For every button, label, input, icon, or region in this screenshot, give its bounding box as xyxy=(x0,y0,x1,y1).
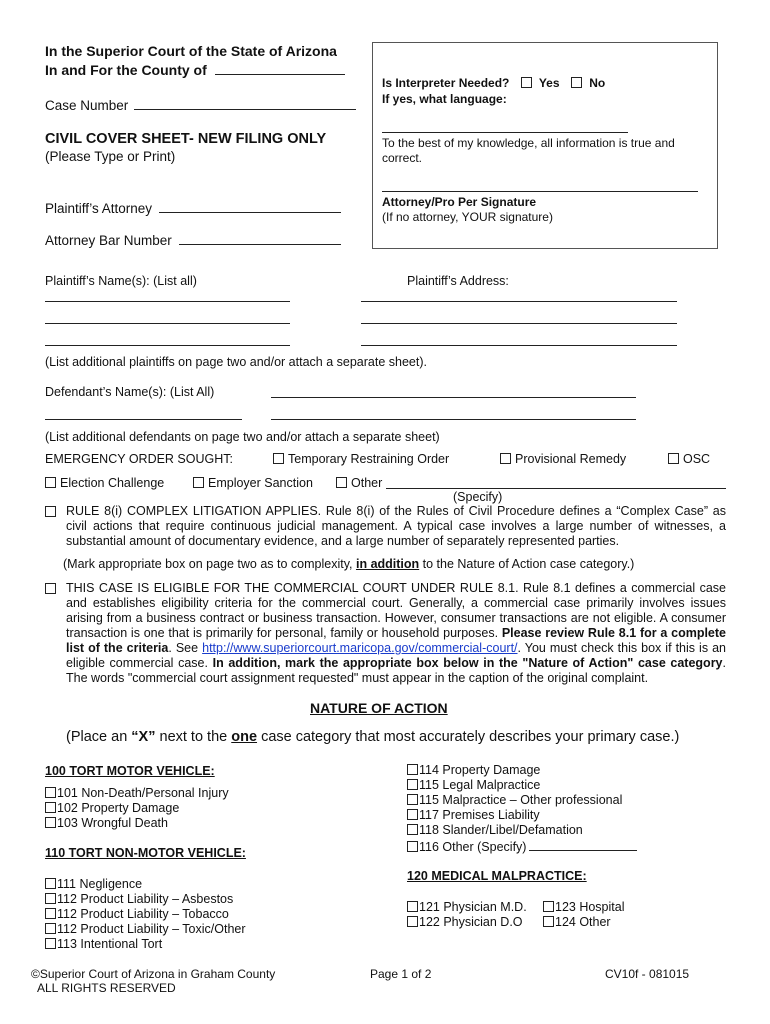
signature-note: (If no attorney, YOUR signature) xyxy=(382,210,553,224)
list-item[interactable] xyxy=(45,907,246,922)
rule8-text: RULE 8(i) COMPLEX LITIGATION APPLIES. Rule 8(i) of the Rules of Civil Procedure defines a “Complex Case” as civil actions that require continuous judicial management. A typical case involves a large number of witnesses, a substantial amount of documentary evidence, and a large number of separately represented parties. xyxy=(66,504,726,548)
list-item[interactable] xyxy=(407,778,637,793)
case-type-label: 101 Non-Death/Personal Injury xyxy=(57,786,229,800)
osc-option[interactable] xyxy=(668,452,710,466)
case-type-checkbox[interactable] xyxy=(407,764,418,775)
employer-label: Employer Sanction xyxy=(208,476,313,490)
court-title-line1: In the Superior Court of the State of Arizona xyxy=(45,43,337,59)
category-right-list xyxy=(407,763,637,853)
case-type-checkbox[interactable] xyxy=(45,787,56,798)
case-type-label: 115 Legal Malpractice xyxy=(419,778,541,792)
instr-one: one xyxy=(231,729,258,745)
provisional-option[interactable] xyxy=(500,452,626,466)
case-type-checkbox[interactable] xyxy=(45,908,56,919)
category-120-list-b xyxy=(543,900,625,930)
case-type-checkbox[interactable] xyxy=(407,841,418,852)
defendant-name-field[interactable] xyxy=(45,419,242,420)
plaintiff-attorney-field[interactable] xyxy=(159,200,341,213)
election-option[interactable] xyxy=(45,476,164,490)
commercial-bold1: Please review Rule 8.1 for a complete list of the criteria xyxy=(66,626,726,655)
interpreter-yes-label: Yes xyxy=(538,76,560,90)
footer-copyright: ©Superior Court of Arizona in Graham County xyxy=(31,967,276,981)
list-item[interactable] xyxy=(407,838,637,853)
nature-instructions xyxy=(66,729,679,745)
list-item[interactable] xyxy=(407,808,637,823)
commercial-part1: THIS CASE IS ELIGIBLE FOR THE COMMERCIAL COURT UNDER RULE 8.1. Rule 8.1 defines a commercial case and establishes eligibility criteria for the commercial court. Generally, a commercial case primarily involves issues arising from a business contract or business transaction. However, consumer transactions are not eligible. A consumer transaction is one that is primarily for personal, family or household purposes. xyxy=(66,581,726,640)
interpreter-yes-checkbox[interactable] xyxy=(521,77,532,88)
commercial-part4: . The words "commercial court assignment requested" must appear in the caption of the original complaint. xyxy=(66,656,726,685)
case-type-checkbox[interactable] xyxy=(407,809,418,820)
list-item[interactable] xyxy=(407,793,637,808)
form-title: CIVIL COVER SHEET- NEW FILING ONLY xyxy=(45,131,327,147)
specify-label: (Specify) xyxy=(453,490,503,504)
commercial-court-link[interactable]: http://www.superiorcourt.maricopa.gov/commercial-court/ xyxy=(202,641,518,655)
case-type-checkbox[interactable] xyxy=(407,901,418,912)
provisional-label: Provisional Remedy xyxy=(515,452,627,466)
defendant-note: (List additional defendants on page two and/or attach a separate sheet) xyxy=(45,430,440,444)
provisional-checkbox[interactable] xyxy=(500,453,511,464)
interpreter-no-checkbox[interactable] xyxy=(571,77,582,88)
footer-page-number: Page 1 of 2 xyxy=(370,967,432,981)
case-number-row xyxy=(45,97,356,113)
court-title-line2 xyxy=(45,62,345,78)
emergency-label: EMERGENCY ORDER SOUGHT: xyxy=(45,452,233,466)
commercial-text xyxy=(66,581,726,686)
case-type-checkbox[interactable] xyxy=(407,779,418,790)
list-item[interactable] xyxy=(543,915,625,930)
plaintiff-name-field[interactable] xyxy=(45,301,290,302)
interpreter-label: Is Interpreter Needed? xyxy=(382,76,510,90)
other-option[interactable] xyxy=(336,476,382,490)
county-label: In and For the County of xyxy=(45,62,207,78)
list-item[interactable] xyxy=(407,763,637,778)
list-item[interactable] xyxy=(45,922,246,937)
tro-option[interactable] xyxy=(273,452,449,466)
plaintiff-attorney-label: Plaintiff’s Attorney xyxy=(45,201,153,216)
tro-checkbox[interactable] xyxy=(273,453,284,464)
attorney-bar-row xyxy=(45,232,341,248)
instr-x: “X” xyxy=(131,729,156,745)
osc-label: OSC xyxy=(683,452,711,466)
case-type-label: 103 Wrongful Death xyxy=(57,816,168,830)
employer-checkbox[interactable] xyxy=(193,477,204,488)
case-type-label: 113 Intentional Tort xyxy=(57,937,163,951)
nature-title: NATURE OF ACTION xyxy=(310,700,448,716)
list-item[interactable] xyxy=(407,823,637,838)
case-type-checkbox[interactable] xyxy=(45,817,56,828)
commercial-part2: . See xyxy=(168,641,199,655)
interpreter-row xyxy=(382,76,605,90)
knowledge-statement: To the best of my knowledge, all information is true and correct. xyxy=(382,136,675,165)
plaintiff-name-field[interactable] xyxy=(45,345,290,346)
plaintiff-note: (List additional plaintiffs on page two and/or attach a separate sheet). xyxy=(45,355,427,369)
category-120-heading: 120 MEDICAL MALPRACTICE: xyxy=(407,869,587,883)
list-item[interactable] xyxy=(407,900,527,915)
case-type-label: 111 Negligence xyxy=(57,877,143,891)
list-item[interactable] xyxy=(543,900,625,915)
case-type-checkbox[interactable] xyxy=(45,938,56,949)
complexity-note xyxy=(63,557,634,571)
interpreter-no-label: No xyxy=(589,76,606,90)
list-item[interactable] xyxy=(45,892,246,907)
complexity-note-pre: (Mark appropriate box on page two as to complexity, xyxy=(63,557,353,571)
plaintiff-address-label: Plaintiff’s Address: xyxy=(407,274,509,288)
case-type-checkbox[interactable] xyxy=(543,916,554,927)
case-type-checkbox[interactable] xyxy=(45,893,56,904)
case-type-label: 124 Other xyxy=(555,915,611,929)
plaintiff-attorney-row xyxy=(45,200,341,216)
signature-title: Attorney/Pro Per Signature xyxy=(382,195,537,209)
footer-rights: ALL RIGHTS RESERVED xyxy=(37,981,176,995)
case-type-checkbox[interactable] xyxy=(45,878,56,889)
list-item[interactable] xyxy=(45,786,229,801)
case-number-field[interactable] xyxy=(134,97,356,110)
attorney-bar-label: Attorney Bar Number xyxy=(45,233,172,248)
case-type-checkbox[interactable] xyxy=(45,923,56,934)
other-label: Other xyxy=(351,476,383,490)
case-type-label: 116 Other (Specify) xyxy=(419,840,527,854)
list-item[interactable] xyxy=(45,937,246,952)
list-item[interactable] xyxy=(45,816,229,831)
plaintiff-name-field[interactable] xyxy=(45,323,290,324)
election-checkbox[interactable] xyxy=(45,477,56,488)
case-type-checkbox[interactable] xyxy=(45,802,56,813)
case-type-label: 123 Hospital xyxy=(555,900,625,914)
other-checkbox[interactable] xyxy=(336,477,347,488)
other-specify-field[interactable] xyxy=(529,838,637,851)
list-item[interactable] xyxy=(45,877,246,892)
defendant-names-label: Defendant’s Name(s): (List All) xyxy=(45,385,215,399)
complexity-note-post: to the Nature of Action case category.) xyxy=(422,557,635,571)
case-type-checkbox[interactable] xyxy=(543,901,554,912)
case-type-checkbox[interactable] xyxy=(407,824,418,835)
case-number-label: Case Number xyxy=(45,98,129,113)
category-110-list xyxy=(45,877,246,952)
case-type-label: 121 Physician M.D. xyxy=(419,900,527,914)
category-100-heading: 100 TORT MOTOR VEHICLE: xyxy=(45,764,215,778)
category-110-heading: 110 TORT NON-MOTOR VEHICLE: xyxy=(45,846,246,860)
case-type-label: 112 Product Liability – Asbestos xyxy=(57,892,234,906)
case-type-label: 112 Product Liability – Toxic/Other xyxy=(57,922,246,936)
defendant-name-field[interactable] xyxy=(271,419,636,420)
employer-option[interactable] xyxy=(193,476,313,490)
defendant-name-field[interactable] xyxy=(271,397,636,398)
election-label: Election Challenge xyxy=(60,476,165,490)
list-item[interactable] xyxy=(45,801,229,816)
instr-post: case category that most accurately describes your primary case.) xyxy=(261,729,680,745)
rule8-checkbox[interactable] xyxy=(45,506,56,517)
instr-mid: next to the xyxy=(159,729,228,745)
plaintiff-address-field[interactable] xyxy=(361,301,677,302)
case-type-label: 115 Malpractice – Other professional xyxy=(419,793,623,807)
tro-label: Temporary Restraining Order xyxy=(288,452,450,466)
commercial-checkbox[interactable] xyxy=(45,583,56,594)
osc-checkbox[interactable] xyxy=(668,453,679,464)
plaintiff-address-field[interactable] xyxy=(361,345,677,346)
attorney-bar-field[interactable] xyxy=(179,232,341,245)
county-field[interactable] xyxy=(215,62,345,75)
case-type-label: 117 Premises Liability xyxy=(419,808,540,822)
case-type-label: 102 Property Damage xyxy=(57,801,180,815)
plaintiff-names-label: Plaintiff’s Name(s): (List all) xyxy=(45,274,197,288)
category-100-list xyxy=(45,786,229,831)
form-subtitle: (Please Type or Print) xyxy=(45,149,176,164)
other-specify-field[interactable] xyxy=(386,488,726,489)
list-item[interactable] xyxy=(407,915,527,930)
case-type-label: 114 Property Damage xyxy=(419,763,541,777)
signature-field[interactable] xyxy=(382,191,698,192)
case-type-label: 122 Physician D.O xyxy=(419,915,523,929)
category-120-list-a xyxy=(407,900,527,930)
plaintiff-address-field[interactable] xyxy=(361,323,677,324)
footer-form-code: CV10f - 081015 xyxy=(605,967,690,981)
language-field[interactable] xyxy=(382,132,628,133)
case-type-label: 112 Product Liability – Tobacco xyxy=(57,907,229,921)
language-label: If yes, what language: xyxy=(382,92,507,106)
commercial-bold2: In addition, mark the appropriate box below in the "Nature of Action" case category xyxy=(212,656,723,670)
instr-pre: (Place an xyxy=(66,729,128,745)
case-type-label: 118 Slander/Libel/Defamation xyxy=(419,823,583,837)
case-type-checkbox[interactable] xyxy=(407,916,418,927)
complexity-note-bold: in addition xyxy=(355,557,420,571)
case-type-checkbox[interactable] xyxy=(407,794,418,805)
commercial-part3: . You must check this box if this is an eligible commercial case. xyxy=(66,641,726,670)
